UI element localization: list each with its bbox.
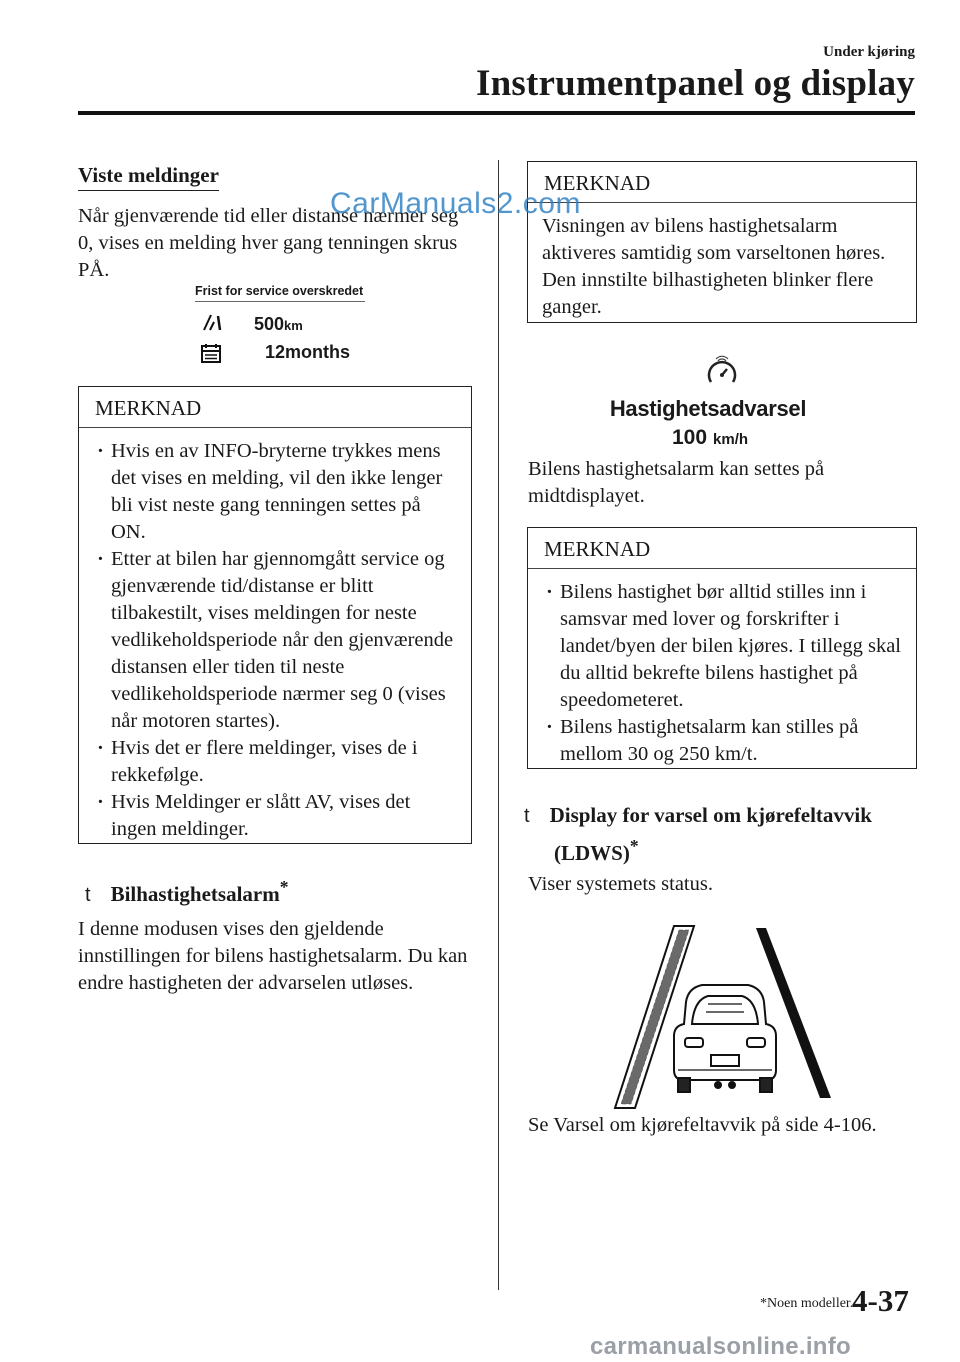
section-marker: t [524, 805, 530, 827]
section-heading-ldws [524, 800, 924, 868]
chapter-subtitle: Under kjøring [823, 44, 915, 60]
service-time: 12months [265, 342, 351, 362]
note-box-speed-alarm [527, 161, 917, 323]
service-distance-unit: km [284, 318, 303, 333]
section-heading-viste-meldinger: Viste meldinger [78, 162, 219, 191]
note-heading: MERKNAD [528, 162, 916, 203]
note-heading: MERKNAD [79, 387, 471, 428]
ldws-paragraph: Viser systemets status. [528, 873, 713, 895]
list-item: · Bilens hastighet bør alltid stilles inn i samsvar med lover og forskrifter i landet/byen der bilen kjøres. I tillegg skal du alltid bekrefte bilens hastighet på speedometeret. [542, 579, 902, 714]
calendar-icon [200, 343, 222, 363]
section-heading-text: Display for varsel om kjørefeltavvik [549, 803, 872, 827]
lane-departure-illustration [598, 920, 848, 1112]
speed-warning-title: Hastighetsadvarsel [609, 396, 807, 421]
list-item: · Hvis Meldinger er slått AV, vises det ingen meldinger. [93, 789, 457, 843]
footnote: *Noen modeller. [760, 1296, 854, 1311]
ldws-page-reference: Se Varsel om kjørefeltavvik på side 4-106. [528, 1114, 877, 1136]
service-display-title: Frist for service overskredet [195, 284, 365, 302]
section-heading-line2 [524, 831, 924, 868]
speed-value: 100 [671, 426, 708, 449]
bilhastighetsalarm-paragraph: I denne modusen vises den gjeldende innstillingen for bilens hastighetsalarm. Du kan endre hastigheten der advarselen utløses. [78, 918, 468, 994]
page-number: 4-37 [852, 1283, 909, 1318]
car-rear-view [674, 985, 776, 1092]
speed-warning-value [630, 426, 790, 450]
ldws-abbreviation: (LDWS) [554, 841, 630, 865]
section-marker: t [85, 884, 91, 906]
note-box-messages [78, 386, 472, 844]
section-heading-bilhastighetsalarm [85, 872, 288, 910]
list-item: · Hvis en av INFO-bryterne trykkes mens det vises en melding, vil den ikke lenger bli vist neste gang tenningen settes på ON. [93, 438, 457, 546]
list-item: · Bilens hastighetsalarm kan stilles på mellom 30 og 250 km/t. [542, 714, 902, 768]
header-rule [78, 111, 915, 115]
chapter-title: Instrumentpanel og display [475, 63, 915, 104]
speedometer-icon [705, 355, 739, 389]
list-item: · Etter at bilen har gjennomgått service og gjenværende tid/distanse er blitt tilbakestilt, vises meldingen for neste vedlikeholdsperiode når den gjenværende distansen eller tiden til neste vedlikeholdsperiode nærmer seg 0 (vises når motoren startes). [93, 546, 457, 735]
speed-unit: km/h [713, 431, 749, 448]
watermark-top: CarManuals2.com [330, 187, 581, 220]
note-list [542, 579, 902, 768]
asterisk: * [279, 877, 289, 897]
viste-meldinger-paragraph: Når gjenværende tid eller distanse nærmer seg 0, vises en melding hver gang tenningen skrus PÅ. [78, 205, 459, 281]
service-distance-value: 500 [254, 314, 285, 334]
section-heading-text: Bilhastighetsalarm [110, 882, 280, 906]
road-icon [200, 310, 224, 334]
note-heading: MERKNAD [528, 528, 916, 569]
note-text: Visningen av bilens hastighetsalarm aktiveres samtidig som varseltonen høres. Den innstilte bilhastigheten blinker flere ganger. [542, 215, 886, 318]
note-box-speed-limits [527, 527, 917, 769]
watermark-bottom: carmanualsonline.info [590, 1333, 852, 1360]
speed-alarm-paragraph: Bilens hastighetsalarm kan settes på midtdisplayet. [528, 458, 825, 507]
note-list [93, 438, 457, 843]
column-divider [498, 160, 499, 1290]
asterisk: * [629, 836, 639, 856]
service-distance [254, 314, 303, 335]
list-item: · Hvis det er flere meldinger, vises de i rekkefølge. [93, 735, 457, 789]
